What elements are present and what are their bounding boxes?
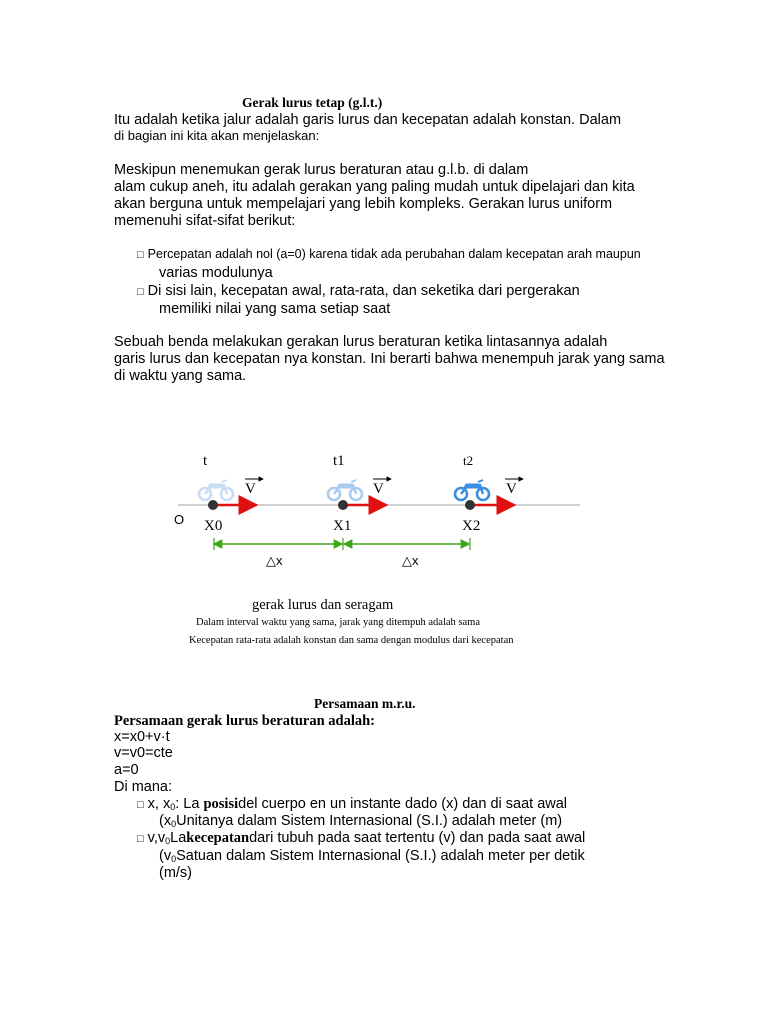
subscript: 0: [171, 854, 177, 864]
definition-text: : La: [175, 796, 204, 812]
definition-text: Satuan dalam Sistem Internasional (S.I.) adalah meter per detik: [176, 848, 585, 864]
figure-caption-line-2: Kecepatan rata-rata adalah konstan dan sama dengan modulus dari kecepatan: [189, 635, 514, 646]
bullet-2-text: Di sisi lain, kecepatan awal, rata-rata, dan seketika dari pergerakan: [147, 283, 580, 299]
definition-term: kecepatan: [186, 830, 250, 846]
figure-caption-title: gerak lurus dan seragam: [252, 597, 394, 613]
paragraph-1-line-4: memenuhi sifat-sifat berikut:: [114, 213, 296, 229]
bullet-2-line-2: memiliki nilai yang sama setiap saat: [159, 301, 391, 317]
subscript: 0: [170, 802, 176, 812]
time-label-t2: t2: [463, 453, 474, 468]
time-label-t: t: [203, 453, 208, 469]
position-dot: [338, 500, 348, 510]
subscript: 0: [171, 819, 177, 829]
delta-x-label: △x: [266, 553, 283, 568]
where-label: Di mana:: [114, 779, 173, 795]
definition-symbol: x, x: [147, 796, 171, 812]
subscript: 0: [165, 836, 171, 846]
bullet-icon: □: [137, 286, 144, 298]
position-label-x2: X2: [462, 518, 481, 534]
definition-text: Unitanya dalam Sistem Internasional (S.I.) adalah meter (m): [176, 813, 563, 829]
definition-text: (x: [159, 813, 172, 829]
origin-label: O: [174, 512, 185, 527]
paragraph-2-line-2: garis lurus dan kecepatan nya konstan. Ini berarti bahwa menempuh jarak yang sama: [114, 351, 665, 367]
position-label-x0: X0: [204, 518, 223, 534]
definition-text: del cuerpo en un instante dado (x) dan di saat awal: [238, 796, 568, 812]
definition-text: La: [170, 830, 187, 846]
bullet-1-line-2: varias modulunya: [159, 265, 273, 281]
bullet-item-1: [137, 247, 641, 261]
equation-acceleration: a=0: [114, 762, 139, 778]
velocity-label: V: [506, 481, 517, 497]
paragraph-2-line-3: di waktu yang sama.: [114, 368, 247, 384]
figure-caption-line-1: Dalam interval waktu yang sama, jarak yang ditempuh adalah sama: [196, 617, 480, 628]
motion-diagram: [0, 440, 768, 620]
paragraph-2-line-1: Sebuah benda melakukan gerakan lurus beraturan ketika lintasannya adalah: [114, 334, 608, 350]
bullet-item-2: [137, 283, 580, 301]
definition-text: (v: [159, 848, 172, 864]
motorcycle-icon: [328, 480, 362, 500]
definition-term: posisi: [203, 796, 239, 812]
equations-subtitle: Persamaan gerak lurus beraturan adalah:: [114, 713, 375, 729]
velocity-label: V: [245, 481, 256, 497]
definition-velocity: [137, 830, 585, 850]
equations-title: Persamaan m.r.u.: [314, 696, 416, 711]
position-label-x1: X1: [333, 518, 352, 534]
velocity-label: V: [373, 481, 384, 497]
motorcycle-icon: [455, 480, 489, 500]
definition-velocity-line-3: (m/s): [159, 865, 193, 881]
definition-text: dari tubuh pada saat tertentu (v) dan pada saat awal: [249, 830, 586, 846]
delta-x-label: △x: [402, 553, 419, 568]
bullet-icon: □: [137, 799, 144, 811]
intro-line-2: di bagian ini kita akan menjelaskan:: [114, 128, 320, 143]
position-dot: [465, 500, 475, 510]
definition-symbol: v,v: [147, 830, 166, 846]
time-label-t1: t1: [333, 453, 345, 469]
bullet-icon: □: [137, 249, 144, 261]
intro-line-1: Itu adalah ketika jalur adalah garis lurus dan kecepatan adalah konstan. Dalam: [114, 112, 622, 128]
definition-velocity-line-2: [159, 848, 585, 868]
position-dot: [208, 500, 218, 510]
equation-position: x=x0+v·t: [114, 729, 170, 745]
paragraph-1-line-1: Meskipun menemukan gerak lurus beraturan atau g.l.b. di dalam: [114, 162, 529, 178]
section-title: Gerak lurus tetap (g.l.t.): [242, 95, 383, 110]
motorcycle-icon: [199, 480, 233, 500]
equation-velocity: v=v0=cte: [114, 745, 173, 761]
bullet-icon: □: [137, 833, 144, 845]
bullet-1-text: Percepatan adalah nol (a=0) karena tidak ada perubahan dalam kecepatan arah maupun: [147, 247, 641, 261]
paragraph-1-line-2: alam cukup aneh, itu adalah gerakan yang paling mudah untuk dipelajari dan kita: [114, 179, 635, 195]
paragraph-1-line-3: akan berguna untuk mempelajari yang lebih kompleks. Gerakan lurus uniform: [114, 196, 613, 212]
